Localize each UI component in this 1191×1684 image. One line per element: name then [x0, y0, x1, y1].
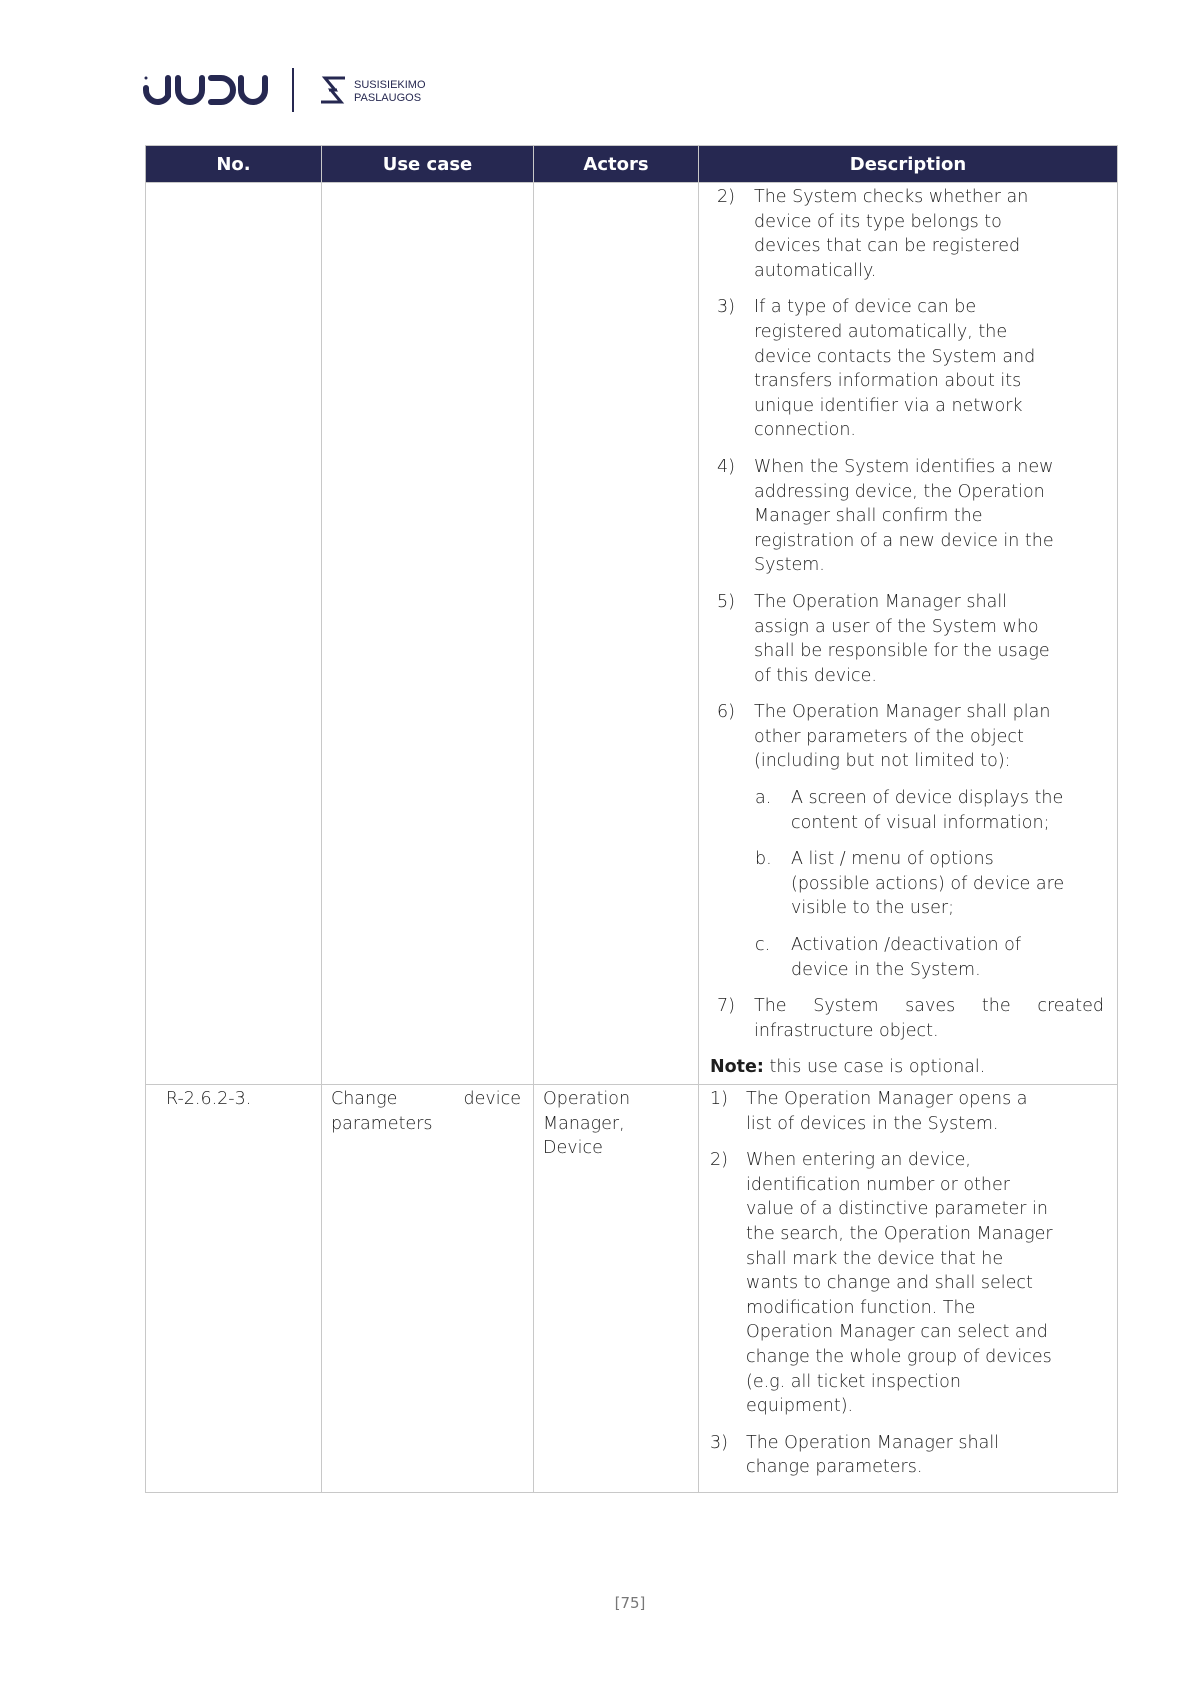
- actor-line: Device: [543, 1138, 603, 1159]
- item-line: other parameters of the object: [754, 726, 1024, 747]
- cell-no: [146, 183, 322, 1085]
- description-item: [699, 700, 1117, 774]
- judu-logo: [143, 66, 443, 116]
- item-text: [754, 455, 1054, 578]
- subitem-text: [791, 786, 1063, 835]
- item-line: (e.g. all ticket inspection: [746, 1371, 961, 1392]
- description-item: [699, 1431, 1117, 1480]
- item-number: 5): [717, 591, 735, 612]
- item-number: 1): [710, 1089, 728, 1109]
- cell-description: [699, 183, 1118, 1085]
- item-line: System.: [754, 555, 825, 576]
- actor-line: Operation: [543, 1089, 631, 1109]
- description-item: [699, 1087, 1117, 1136]
- item-line: identification number or other: [746, 1174, 1010, 1195]
- note: [699, 1055, 1117, 1080]
- item-line: value of a distinctive parameter in: [746, 1199, 1048, 1220]
- item-line: list of devices in the System.: [746, 1113, 999, 1134]
- item-line: devices that can be registered: [754, 236, 1021, 257]
- item-text: [754, 185, 1028, 283]
- item-line: infrastructure object.: [754, 1020, 939, 1041]
- page-number: [75]: [614, 1594, 646, 1612]
- subitem-line: A list / menu of options: [791, 849, 994, 870]
- item-line: equipment).: [746, 1396, 854, 1417]
- item-line: The Operation Manager shall plan: [754, 702, 1051, 723]
- subitem-line: content of visual information;: [791, 812, 1050, 833]
- header-description: Description: [699, 146, 1118, 183]
- cell-actors: [534, 183, 699, 1085]
- item-line: addressing device, the Operation: [754, 481, 1045, 502]
- row-number: R-2.6.2-3.: [166, 1089, 252, 1109]
- subitem-line: device in the System.: [791, 959, 981, 980]
- item-line: change the whole group of devices: [746, 1346, 1052, 1367]
- item-line: the search, the Operation Manager: [746, 1223, 1053, 1244]
- item-line: device contacts the System and: [754, 346, 1036, 367]
- item-line: When entering an device,: [746, 1150, 971, 1171]
- description-item: [699, 590, 1117, 688]
- item-number: 3): [710, 1432, 728, 1453]
- item-line: The Operation Manager shall: [746, 1432, 1000, 1453]
- item-line: automatically.: [754, 260, 877, 281]
- item-number: 2): [710, 1150, 728, 1171]
- item-number: 6): [717, 702, 735, 723]
- item-line: modification function. The: [746, 1297, 976, 1318]
- item-line: If a type of device can be: [754, 297, 977, 318]
- item-line: device of its type belongs to: [754, 211, 1002, 232]
- description-item: [699, 455, 1117, 578]
- item-line: wants to change and shall select: [746, 1273, 1033, 1294]
- logo-text-2: PASLAUGOS: [354, 92, 422, 104]
- item-line: change parameters.: [746, 1457, 923, 1478]
- item-text: [754, 700, 1050, 774]
- subitem-letter: a.: [755, 788, 772, 809]
- header-no: No.: [146, 146, 322, 183]
- subitem-line: visible to the user;: [791, 898, 954, 919]
- item-line: assign a user of the System who: [754, 616, 1039, 637]
- cell-no: [146, 1085, 322, 1493]
- use-case-line: Change device: [331, 1089, 521, 1109]
- actor-line: Manager,: [543, 1113, 625, 1134]
- item-text: [746, 1087, 1028, 1136]
- cell-use-case: [322, 183, 534, 1085]
- item-line: Manager shall confirm the: [754, 506, 983, 527]
- subitem-letter: b.: [755, 849, 772, 870]
- item-line: registration of a new device in the: [754, 530, 1054, 551]
- description-item: [699, 185, 1117, 283]
- description-subitem: [699, 933, 1117, 982]
- item-line: The System saves the created: [754, 996, 1104, 1017]
- item-line: unique identifier via a network: [754, 395, 1023, 416]
- description-subitem: [699, 786, 1117, 835]
- table-header-row: [146, 146, 1118, 183]
- note-text: this use case is optional.: [763, 1057, 986, 1078]
- subitem-line: (possible actions) of device are: [791, 873, 1065, 894]
- item-text: [746, 1148, 1053, 1419]
- use-case-line: parameters: [331, 1113, 433, 1134]
- cell-actors: [534, 1085, 699, 1493]
- description-item: [699, 994, 1117, 1043]
- subitem-letter: c.: [755, 935, 771, 956]
- item-text: [754, 295, 1035, 443]
- table-row: [146, 183, 1118, 1085]
- item-text: [754, 590, 1050, 688]
- item-line: The System checks whether an: [754, 187, 1029, 207]
- item-number: 3): [717, 297, 735, 318]
- item-line: of this device.: [754, 665, 877, 686]
- item-line: The Operation Manager shall: [754, 591, 1008, 612]
- item-number: 4): [717, 456, 735, 477]
- cell-use-case: [322, 1085, 534, 1493]
- subitem-line: Activation /deactivation of: [791, 935, 1022, 956]
- use-case-table: [145, 145, 1118, 1493]
- item-line: shall mark the device that he: [746, 1248, 1004, 1269]
- item-number: 7): [717, 996, 735, 1017]
- cell-description: [699, 1085, 1118, 1493]
- item-line: transfers information about its: [754, 371, 1022, 392]
- description-subitem: [699, 847, 1117, 921]
- description-item: [699, 295, 1117, 443]
- item-line: The Operation Manager opens a: [746, 1089, 1028, 1109]
- item-text: [754, 994, 1104, 1043]
- subitem-text: [791, 847, 1064, 921]
- subitem-text: [791, 933, 1021, 982]
- header-actors: Actors: [534, 146, 699, 183]
- item-text: [746, 1431, 999, 1480]
- item-line: registered automatically, the: [754, 321, 1008, 342]
- item-line: (including but not limited to):: [754, 751, 1011, 772]
- item-line: Operation Manager can select and: [746, 1322, 1048, 1343]
- item-number: 2): [717, 187, 735, 207]
- description-item: [699, 1148, 1117, 1419]
- item-line: shall be responsible for the usage: [754, 641, 1050, 662]
- item-line: When the System identifies a new: [754, 456, 1054, 477]
- header-use-case: Use case: [322, 146, 534, 183]
- table-row: [146, 1085, 1118, 1493]
- logo-text-1: SUSISIEKIMO: [354, 79, 426, 91]
- note-label: Note:: [710, 1057, 764, 1078]
- item-line: connection.: [754, 420, 856, 441]
- subitem-line: A screen of device displays the: [791, 788, 1064, 809]
